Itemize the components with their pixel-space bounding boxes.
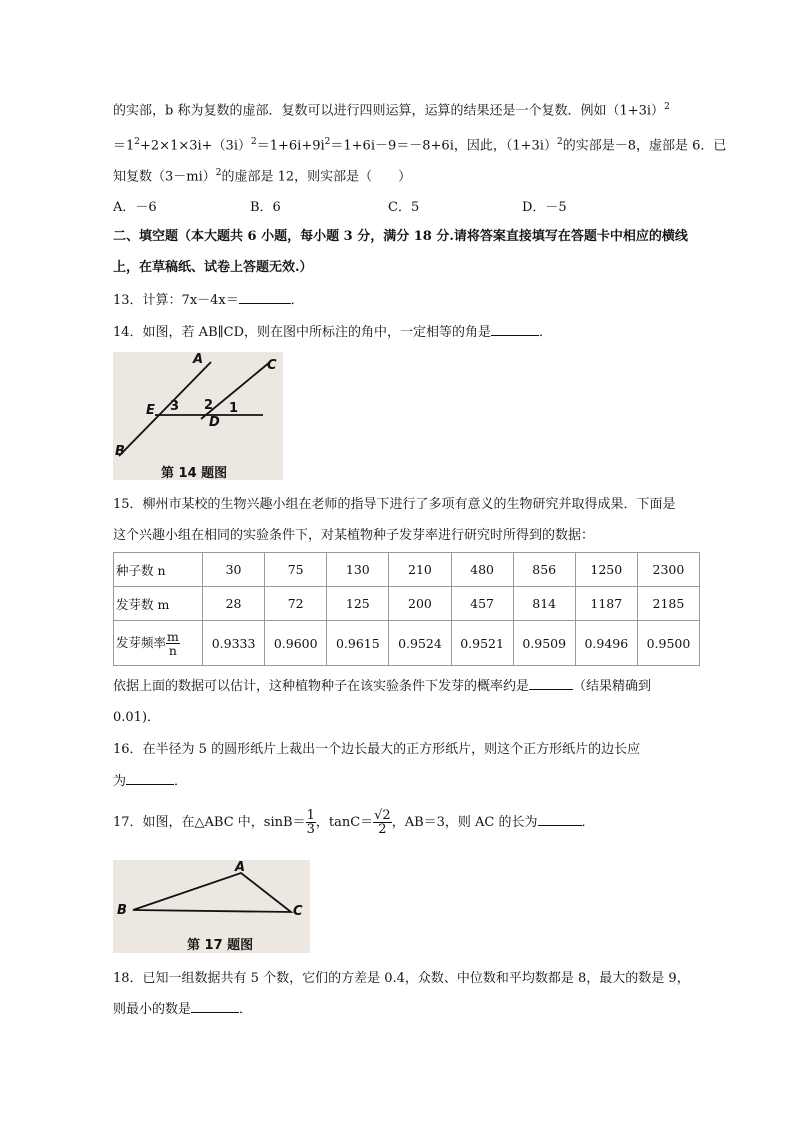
- figure-14-label-a: A: [193, 352, 204, 367]
- q15-line4: 0.01)．: [113, 710, 161, 725]
- q12-line1: 的实部，b 称为复数的虚部．复数可以进行四则运算，运算的结果还是一个复数．例如$(1+3i)^2$: [113, 102, 670, 119]
- table-cell: 0.9615: [327, 621, 389, 666]
- figure-14-label-d: D: [209, 415, 220, 430]
- q16-line1: 16．在半径为 5 的圆形纸片上裁出一个边长最大的正方形纸片，则这个正方形纸片的边长应: [113, 742, 641, 757]
- table-cell: 814: [513, 587, 575, 621]
- table-cell: 1250: [575, 553, 637, 587]
- section2-heading-line2: 上，在草稿纸、试卷上答题无效.）: [113, 260, 313, 275]
- q12-option-a: A．－6: [113, 200, 157, 215]
- table-cell: 0.9500: [637, 621, 699, 666]
- figure-17-label-c: C: [293, 904, 303, 919]
- figure-14-diagram: [113, 352, 283, 480]
- table-row: [114, 621, 700, 666]
- answer-blank: [529, 677, 573, 690]
- table-cell: 75: [265, 553, 327, 587]
- q15-line1: 15．柳州市某校的生物兴趣小组在老师的指导下进行了多项有意义的生物研究并取得成果．下面是: [113, 497, 676, 512]
- answer-blank: [538, 813, 582, 826]
- answer-blank: [126, 772, 174, 785]
- table-cell: 0.9333: [203, 621, 265, 666]
- figure-14-angle-3: 3: [170, 399, 180, 414]
- table-row: [114, 587, 700, 621]
- table-cell: 856: [513, 553, 575, 587]
- table-cell: 2300: [637, 553, 699, 587]
- table-cell: 457: [451, 587, 513, 621]
- table-row-header: 种子数 n: [114, 553, 203, 587]
- q15-line2: 这个兴趣小组在相同的实验条件下，对某植物种子发芽率进行研究时所得到的数据：: [113, 528, 595, 543]
- table-cell: 0.9524: [389, 621, 451, 666]
- table-cell: 200: [389, 587, 451, 621]
- table-row: [114, 553, 700, 587]
- fraction-root2-over-2: $\frac{√2}{2}$: [374, 808, 391, 837]
- q18-line2: 则最小的数是 ．: [113, 1002, 253, 1017]
- figure-17-caption: 第 17 题图: [187, 938, 254, 953]
- figure-14-label-c: C: [267, 358, 277, 373]
- table-row-header: 发芽数 m: [114, 587, 203, 621]
- answer-blank: [491, 323, 539, 336]
- table-cell: 480: [451, 553, 513, 587]
- table-cell: 0.9600: [265, 621, 327, 666]
- table-cell: 28: [203, 587, 265, 621]
- figure-14-label-b: B: [115, 444, 125, 459]
- figure-17-label-a: A: [235, 860, 246, 875]
- figure-14-label-e: E: [146, 403, 155, 418]
- table-cell: 2185: [637, 587, 699, 621]
- q14: 14．如图，若 AB∥CD，则在图中所标注的角中，一定相等的角是 ．: [113, 325, 553, 340]
- figure-14-caption: 第 14 题图: [161, 466, 228, 480]
- table-cell: 72: [265, 587, 327, 621]
- q12-option-d: D．－5: [522, 200, 567, 215]
- section2-heading-line1: 二、填空题（本大题共 6 小题，每小题 3 分，满分 18 分.请将答案直接填写在答题卡中相应的横线: [113, 229, 688, 244]
- table-cell: 0.9521: [451, 621, 513, 666]
- table-cell: 125: [327, 587, 389, 621]
- table-cell: 1187: [575, 587, 637, 621]
- q15-line3: 依据上面的数据可以估计，这种植物种子在该实验条件下发芽的概率约是 （结果精确到: [113, 679, 652, 694]
- q16-line2: 为 ．: [113, 774, 188, 789]
- answer-blank: [239, 291, 291, 304]
- q13: 13．计算：7x－4x＝ ．: [113, 293, 304, 308]
- seed-germination-table: [113, 552, 700, 666]
- figure-14-angle-1: 1: [229, 401, 239, 416]
- figure-17: [113, 860, 310, 953]
- figure-17-label-b: B: [117, 903, 127, 918]
- table-cell: 30: [203, 553, 265, 587]
- q12-line3: 知复数$(3-mi)^2$的虚部是 12，则实部是（ ）: [113, 168, 412, 185]
- fraction-one-third: $\frac{1}{3}$: [306, 808, 315, 837]
- fraction-m-over-n: $\frac{m}{n}$: [167, 628, 179, 658]
- table-cell: 210: [389, 553, 451, 587]
- table-cell: 0.9509: [513, 621, 575, 666]
- figure-14: [113, 352, 283, 480]
- table-row-header: 发芽频率 $\frac{m}{n}$: [114, 621, 203, 666]
- q12-line2: $=1^2+2\times 1\times 3i+(3i)^2=1+6i+9i^2=1+6i-9=-8+6i$，因此，$(1+3i)^2$的实部是－8，虚部是 6．已: [113, 137, 727, 154]
- q17: 17．如图，在△ABC 中，sinB＝ $\frac{1}{3}$ ，tanC＝ $\frac{√2}{2}$ ，AB＝3，则 AC 的长为 ．: [113, 808, 595, 837]
- table-cell: 0.9496: [575, 621, 637, 666]
- figure-14-angle-2: 2: [204, 398, 214, 413]
- q18-line1: 18．已知一组数据共有 5 个数，它们的方差是 0.4，众数、中位数和平均数都是 8，最大的数是 9，: [113, 971, 690, 986]
- table-cell: 130: [327, 553, 389, 587]
- q12-option-b: B．6: [250, 200, 281, 215]
- q12-option-c: C．5: [388, 200, 420, 215]
- answer-blank: [191, 1000, 239, 1013]
